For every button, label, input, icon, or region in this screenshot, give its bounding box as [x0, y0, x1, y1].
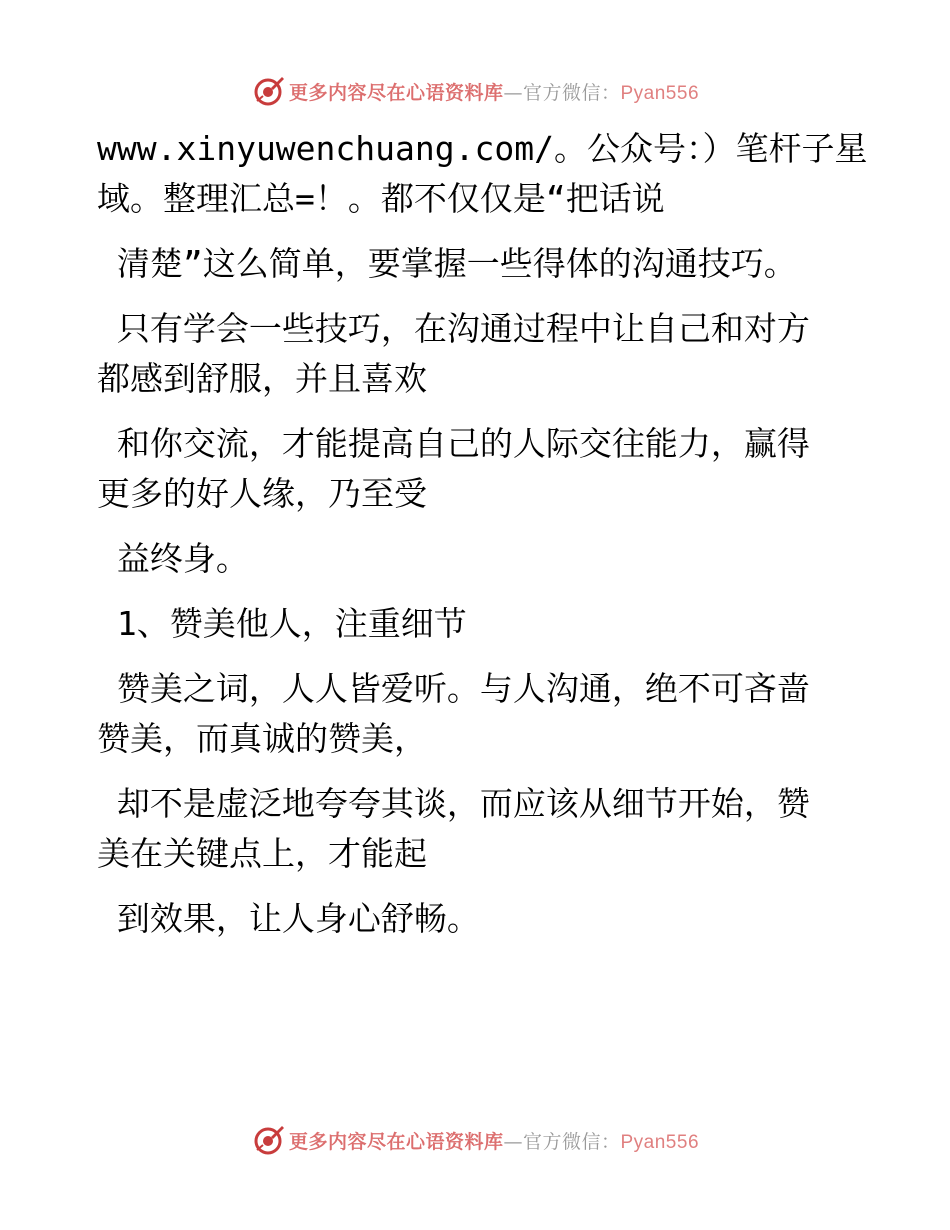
text-line: 清楚”这么简单，要掌握一些得体的沟通技巧。 [97, 244, 797, 283]
text-line: 益终身。 [97, 539, 249, 578]
text-line: 和你交流，才能提高自己的人际交往能力，赢得 [97, 424, 810, 463]
section-heading: 1、赞美他人，注重细节 [97, 604, 467, 643]
banner-text [289, 78, 699, 105]
text-line: www.xinyuwenchuang.com/。公众号：）笔杆子星 [97, 129, 868, 168]
banner-main-text: 更多内容尽在心语资料库 [288, 1130, 504, 1153]
text-line: 域。整理汇总=！。都不仅仅是“把话说 [97, 179, 665, 218]
document-body [97, 124, 868, 944]
text-line: 却不是虚泛地夸夸其谈，而应该从细节开始，赞 [97, 784, 810, 823]
banner-wechat-label: 官方微信： [522, 1130, 621, 1153]
pen-logo-icon [251, 74, 285, 108]
text-line: 美在关键点上，才能起 [97, 834, 427, 873]
text-line: 只有学会一些技巧，在沟通过程中让自己和对方 [97, 309, 810, 348]
banner-wechat-id: Pyan556 [620, 82, 700, 104]
text-line: 到效果，让人身心舒畅。 [97, 899, 480, 938]
banner-main-text: 更多内容尽在心语资料库 [288, 81, 504, 104]
banner-text [289, 1127, 699, 1154]
header-banner [0, 71, 950, 111]
banner-dash: — [503, 1130, 523, 1153]
banner-wechat-id: Pyan556 [620, 1131, 700, 1153]
text-line: 赞美，而真诚的赞美， [97, 719, 427, 758]
banner-wechat-label: 官方微信： [522, 81, 621, 104]
banner-content [251, 1123, 699, 1157]
banner-content [251, 74, 699, 108]
pen-logo-icon [251, 1123, 285, 1157]
banner-dash: — [503, 81, 523, 104]
footer-banner [0, 1120, 950, 1160]
text-line: 都感到舒服，并且喜欢 [97, 359, 427, 398]
text-line: 更多的好人缘，乃至受 [97, 474, 427, 513]
text-line: 赞美之词，人人皆爱听。与人沟通，绝不可吝啬 [97, 669, 810, 708]
